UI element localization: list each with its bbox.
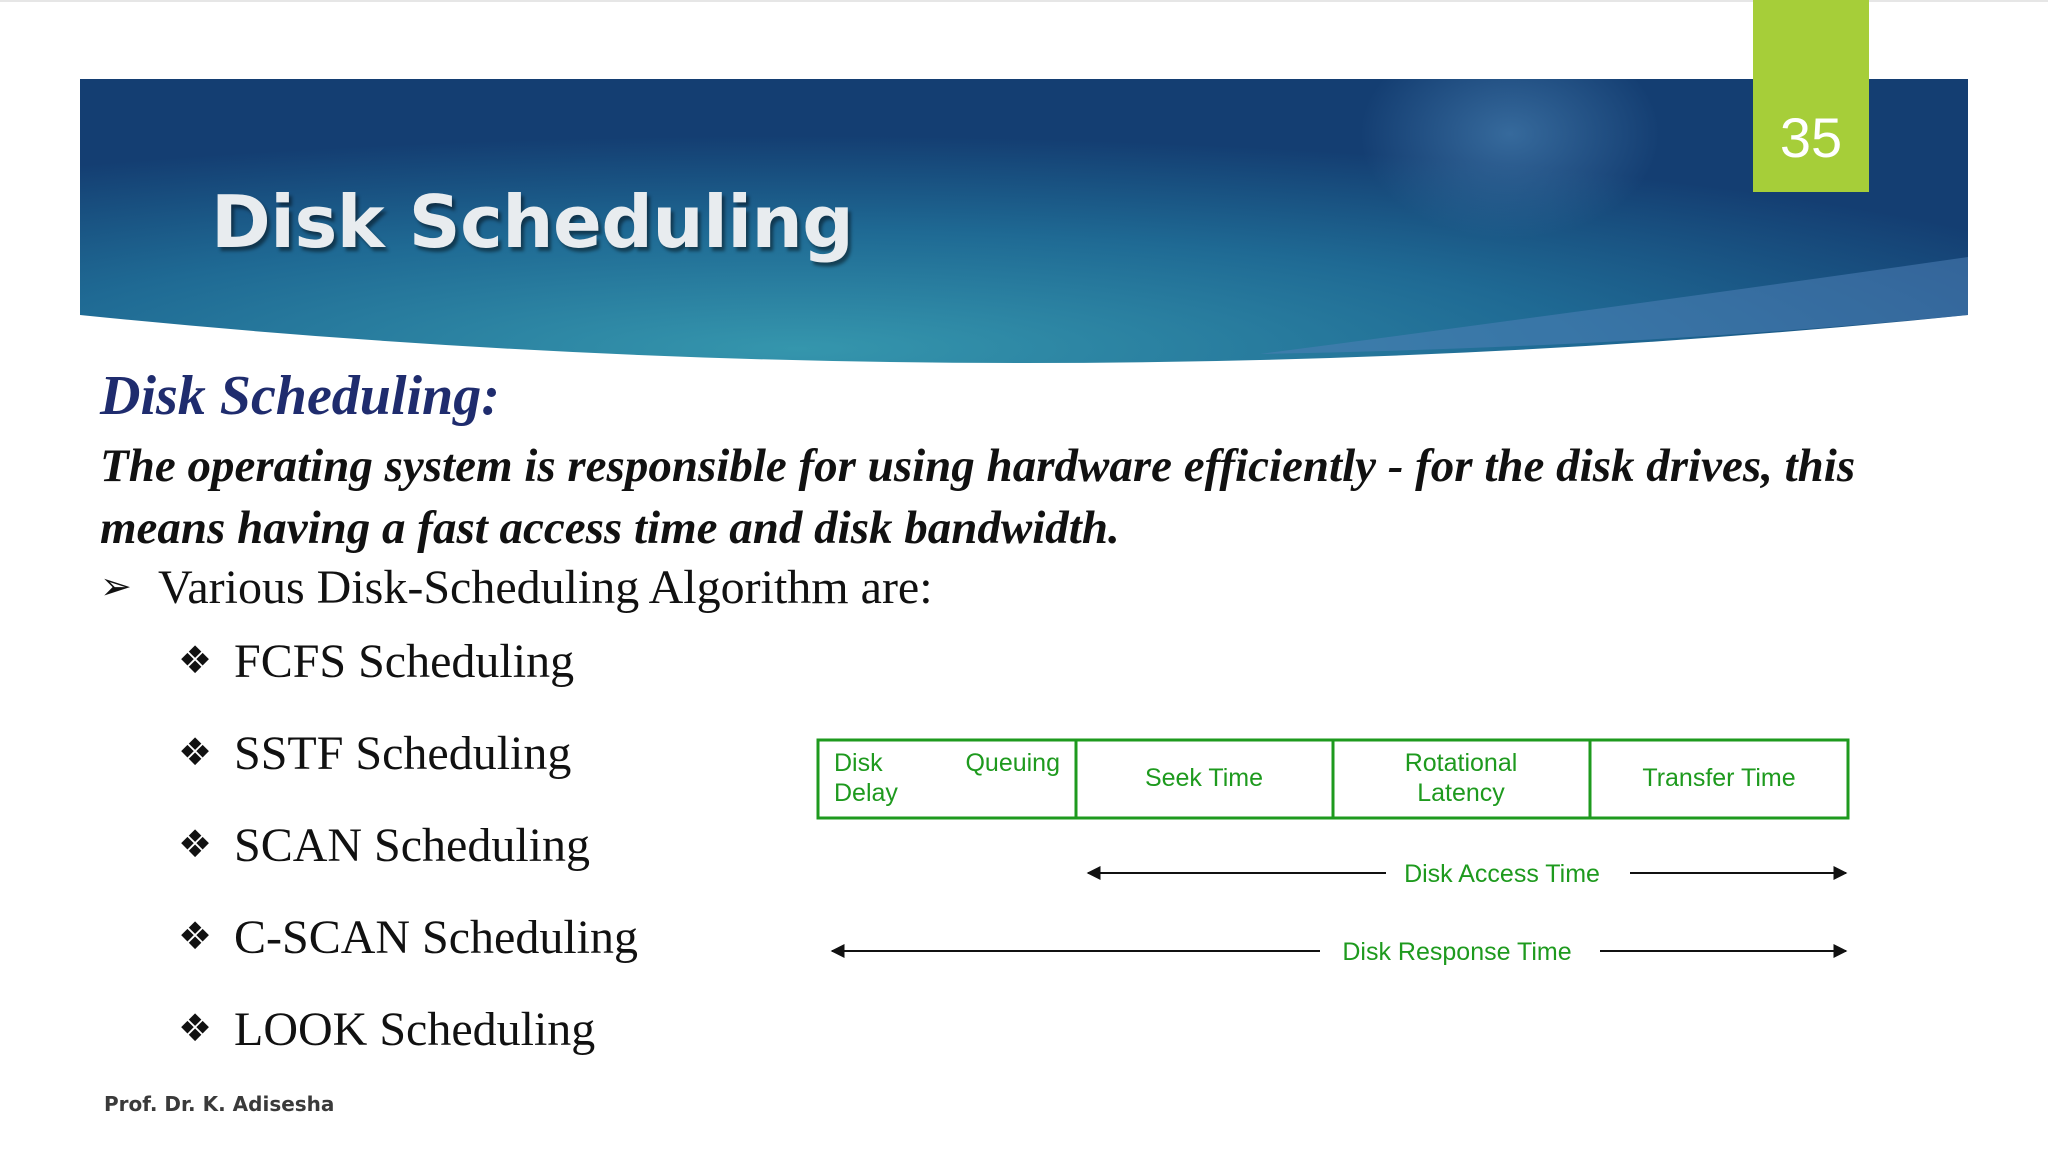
arrow-bullet-icon: ➢: [100, 564, 132, 608]
seek-time-label: Seek Time: [1144, 764, 1264, 792]
diamond-bullet-icon: ❖: [178, 1006, 213, 1050]
diamond-bullet-icon: ❖: [178, 822, 213, 866]
algorithm-label: LOOK Scheduling: [234, 1003, 596, 1056]
slide-title: Disk Scheduling: [211, 180, 854, 264]
top-divider: [0, 0, 2048, 2]
slide-number-badge: [1753, 0, 1869, 192]
algorithm-label: FCFS Scheduling: [234, 635, 575, 688]
transfer-time-label: Transfer Time: [1642, 764, 1796, 792]
diamond-bullet-icon: ❖: [178, 638, 213, 682]
algorithm-list: [178, 634, 638, 1094]
list-item: [178, 726, 638, 818]
rotational-latency-label: Latency: [1417, 779, 1505, 807]
disk-access-time-label: Disk Access Time: [1404, 860, 1600, 888]
queuing-label: Queuing: [965, 749, 1060, 777]
content-description: The operating system is responsible for using hardware efficiently - for the disk drives, this means having a fast access time and disk bandwidth.: [100, 440, 1856, 554]
list-item: [178, 1002, 638, 1094]
author-footer: Prof. Dr. K. Adisesha: [104, 1092, 335, 1116]
list-item: [178, 818, 638, 910]
algorithm-label: SSTF Scheduling: [234, 727, 572, 780]
list-item: [178, 634, 638, 726]
content-heading: Disk Scheduling:: [100, 365, 500, 427]
algorithm-label: C-SCAN Scheduling: [234, 911, 639, 964]
diamond-bullet-icon: ❖: [178, 914, 213, 958]
slide-number: 35: [1779, 106, 1843, 169]
algorithms-intro-text: Various Disk-Scheduling Algorithm are:: [158, 561, 933, 614]
disk-delay-label: Delay: [834, 779, 898, 807]
disk-timing-diagram: [800, 720, 1880, 980]
diamond-bullet-icon: ❖: [178, 730, 213, 774]
algorithms-intro: [100, 560, 933, 615]
list-item: [178, 910, 638, 1002]
disk-delay-label: Disk: [834, 749, 883, 777]
rotational-latency-label: Rotational: [1404, 749, 1518, 777]
algorithm-label: SCAN Scheduling: [234, 819, 591, 872]
disk-response-time-label: Disk Response Time: [1342, 938, 1572, 966]
